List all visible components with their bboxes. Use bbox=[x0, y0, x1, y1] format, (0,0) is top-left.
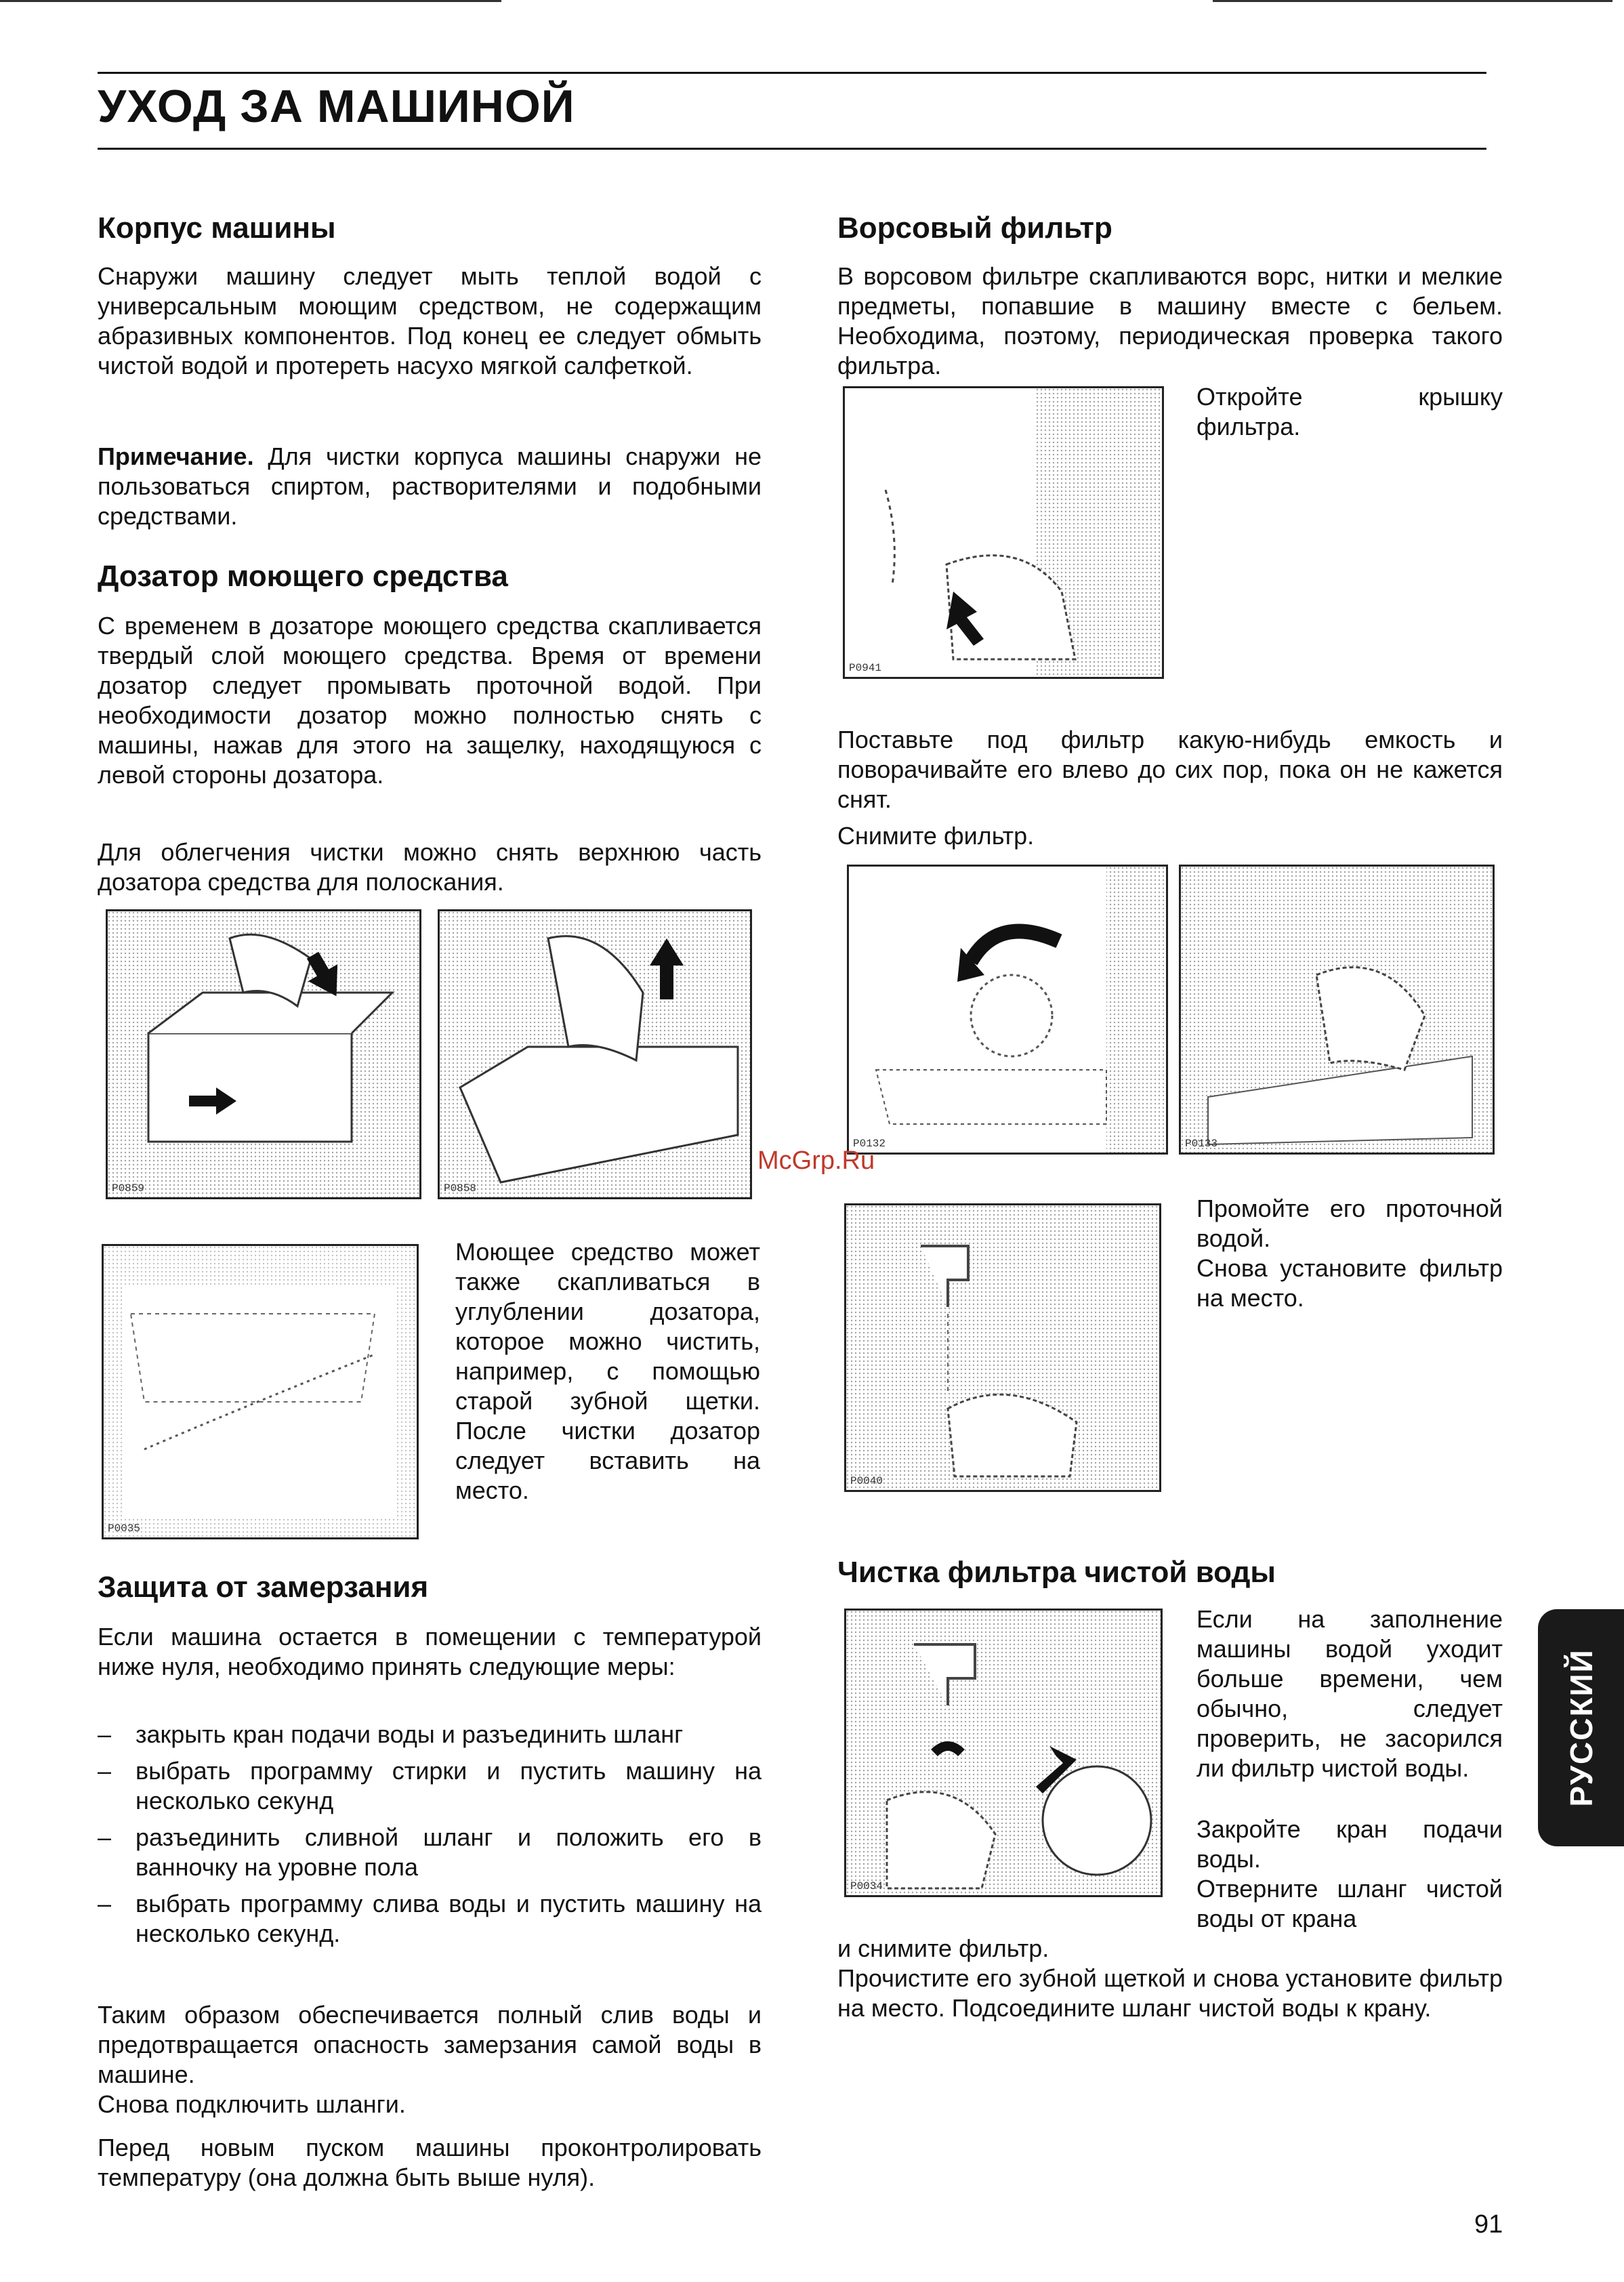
close-tap-text: Закройте кран подачи воды. bbox=[1196, 1815, 1503, 1873]
dispenser-top-part-illustration bbox=[440, 911, 750, 1197]
figure-turn-filter bbox=[847, 865, 1168, 1155]
dispenser-text-2: Для облегчения чистки можно снять верхнюю часть дозатора средства для полоскания. bbox=[98, 838, 762, 896]
title-rule-bottom bbox=[98, 148, 1486, 150]
rinse-filter-illustration bbox=[846, 1205, 1159, 1490]
reinstall-text: Снова установите фильтр на место. bbox=[1196, 1254, 1503, 1312]
figure-code: P0132 bbox=[853, 1138, 886, 1150]
filter-removed-illustration bbox=[1181, 867, 1493, 1153]
frost-steps-list bbox=[98, 1720, 762, 1955]
figure-open-filter-cover bbox=[843, 386, 1164, 679]
dispenser-text-1: С временем в дозаторе моющего средства скапливается твердый слой моющего средства. Время от времени дозатор следует промывать проточной водой. При необходимости дозатор можно полностью снять с машины, нажав для этого на защелку, находящуюся с левой стороны дозатора. bbox=[98, 612, 762, 789]
heading-frost-protection: Защита от замерзания bbox=[98, 1571, 429, 1604]
language-tab bbox=[1538, 1609, 1624, 1846]
open-cover-text: Откройте крышку фильтра. bbox=[1196, 383, 1503, 440]
list-item: – выбрать программу стирки и пустить машину на несколько секунд bbox=[98, 1756, 762, 1816]
take-out-filter-text: и снимите фильтр. bbox=[837, 1934, 1049, 1962]
page-title: УХОД ЗА МАШИНОЙ bbox=[98, 81, 575, 132]
title-rule-top bbox=[98, 72, 1486, 74]
open-filter-cover-illustration bbox=[845, 388, 1162, 677]
list-item: – разъединить сливной шланг и положить его в ванночку на уровне пола bbox=[98, 1823, 762, 1882]
top-line-left bbox=[0, 0, 501, 2]
body-care-text: Снаружи машину следует мыть теплой водой с универсальным моющим средством, не содержащим абразивных компонентов. Под конец ее следует обмыть чистой водой и протереть насухо мягкой салфеткой. bbox=[98, 262, 762, 379]
language-tab-label: РУССКИЙ bbox=[1563, 1648, 1599, 1807]
heading-dispenser: Дозатор моющего средства bbox=[98, 560, 508, 593]
page-number: 91 bbox=[1474, 2210, 1503, 2239]
rinse-text: Промойте его проточной водой. bbox=[1196, 1195, 1503, 1252]
remove-filter-text: Снимите фильтр. bbox=[837, 822, 1035, 850]
clean-reconnect-text: Прочистите его зубной щеткой и снова установите фильтр на место. Подсоедините шланг чистой воды к крану. bbox=[837, 1964, 1503, 2022]
figure-filter-removed bbox=[1179, 865, 1495, 1155]
frost-intro: Если машина остается в помещении с температурой ниже нуля, необходимо принять следующие меры: bbox=[98, 1623, 762, 1680]
watermark: McGrp.Ru bbox=[757, 1146, 875, 1175]
figure-dispenser-recess bbox=[102, 1244, 419, 1539]
place-container-text: Поставьте под фильтр какую-нибудь емкость и поворачивайте его влево до сих пор, пока он не кажется снят. bbox=[837, 726, 1503, 813]
figure-dispenser-remove bbox=[106, 909, 421, 1199]
heading-body-care: Корпус машины bbox=[98, 211, 336, 245]
figure-code: P0040 bbox=[850, 1475, 883, 1487]
note-label: Примечание. bbox=[98, 442, 254, 470]
figure-code: P0133 bbox=[1185, 1138, 1218, 1150]
list-item: – закрыть кран подачи воды и разъединить шланг bbox=[98, 1720, 762, 1749]
figure-rinse-filter bbox=[844, 1203, 1161, 1492]
figure-dispenser-top-part bbox=[438, 909, 752, 1199]
lint-filter-text: В ворсовом фильтре скапливаются ворс, нитки и мелкие предметы, попавшие в машину вместе с бельем. Необходима, поэтому, периодическая проверка такого фильтра. bbox=[837, 262, 1503, 379]
figure-code: P0035 bbox=[108, 1522, 141, 1535]
note-text: Для чистки корпуса машины снаружи не пользоваться спиртом, растворителями и подобными средствами. bbox=[98, 442, 762, 530]
turn-filter-illustration bbox=[849, 867, 1166, 1153]
water-filter-illustration bbox=[846, 1611, 1161, 1895]
frost-result: Таким образом обеспечивается полный слив воды и предотвращается опасность замерзания самой воды в машине. bbox=[98, 2001, 762, 2088]
dispenser-remove-illustration bbox=[108, 911, 419, 1197]
figure-code: P0858 bbox=[444, 1182, 477, 1195]
body-care-note bbox=[98, 442, 762, 531]
dispenser-recess-illustration bbox=[104, 1246, 417, 1537]
figure-code: P0859 bbox=[112, 1182, 145, 1195]
top-line-right bbox=[1213, 0, 1612, 2]
figure-code: P0034 bbox=[850, 1880, 883, 1892]
figure-code: P0941 bbox=[849, 662, 882, 674]
figure-water-filter bbox=[844, 1609, 1163, 1897]
heading-lint-filter: Ворсовый фильтр bbox=[837, 211, 1112, 245]
dispenser-text-3: Моющее средство может также скапливаться в углублении дозатора, которое можно чистить, например, с помощью старой зубной щетки. После чистки дозатор следует вставить на место. bbox=[455, 1238, 760, 1504]
frost-check: Перед новым пуском машины проконтролировать температуру (она должна быть выше нуля). bbox=[98, 2134, 762, 2191]
list-item: – выбрать программу слива воды и пустить машину на несколько секунд. bbox=[98, 1889, 762, 1949]
heading-water-filter: Чистка фильтра чистой воды bbox=[837, 1556, 1276, 1589]
frost-reconnect: Снова подключить шланги. bbox=[98, 2090, 406, 2118]
unscrew-hose-text: Отверните шланг чистой воды от крана bbox=[1196, 1875, 1503, 1932]
water-filter-check-text: Если на заполнение машины водой уходит больше времени, чем обычно, следует проверить, не засорился ли фильтр чистой воды. bbox=[1196, 1605, 1503, 1782]
